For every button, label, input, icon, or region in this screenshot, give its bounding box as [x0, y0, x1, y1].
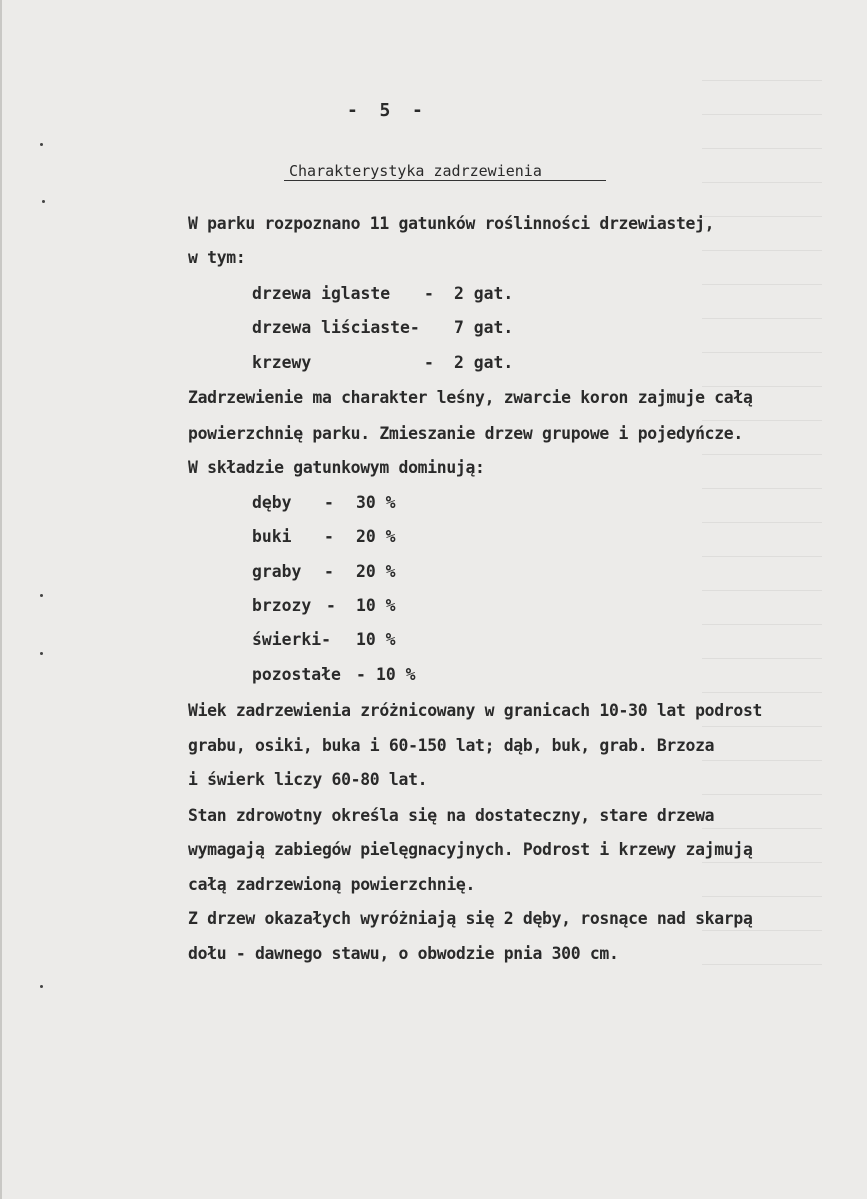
paragraph-line: i świerk liczy 60-80 lat.	[188, 770, 428, 789]
tree-type-value: 2 gat.	[454, 353, 514, 372]
species-label: buki	[252, 527, 292, 546]
tree-type-label: drzewa iglaste	[252, 284, 391, 303]
paragraph-line: Zadrzewienie ma charakter leśny, zwarcie koron zajmuje całą	[188, 388, 753, 407]
species-value: 10 %	[376, 665, 416, 684]
species-value: 20 %	[356, 562, 396, 581]
species-item	[252, 493, 452, 515]
tree-type-label: krzewy	[252, 353, 312, 372]
species-label: świerki-	[252, 630, 331, 649]
paragraph-line: Z drzew okazałych wyróżniają się 2 dęby, rosnące nad skarpą	[188, 909, 753, 928]
paragraph-line: Stan zdrowotny określa się na dostateczny, stare drzewa	[188, 806, 715, 825]
margin-punch-mark	[42, 200, 45, 203]
margin-punch-mark	[40, 594, 43, 597]
species-label: dęby	[252, 493, 292, 512]
species-dash: -	[324, 493, 334, 512]
tree-type-label: drzewa liściaste-	[252, 318, 420, 337]
paragraph-line: grabu, osiki, buka i 60-150 lat; dąb, buk, grab. Brzoza	[188, 736, 715, 755]
tree-type-item	[252, 284, 552, 306]
species-item	[252, 596, 452, 618]
species-dash: -	[324, 562, 334, 581]
species-item	[252, 562, 452, 584]
species-value: 30 %	[356, 493, 396, 512]
tree-type-item	[252, 353, 552, 375]
intro-line: W parku rozpoznano 11 gatunków roślinności drzewiastej,	[188, 214, 715, 233]
paragraph-line: całą zadrzewioną powierzchnię.	[188, 875, 476, 894]
paragraph-line: Wiek zadrzewienia zróżnicowany w granicach 10-30 lat podrost	[188, 701, 763, 720]
species-item	[252, 527, 452, 549]
species-item	[252, 665, 452, 687]
species-value: 10 %	[356, 596, 396, 615]
section-heading: Charakterystyka zadrzewienia	[289, 162, 542, 180]
paragraph-line: W składzie gatunkowym dominują:	[188, 458, 485, 477]
species-item	[252, 630, 452, 652]
species-label: pozostałe	[252, 665, 341, 684]
species-dash: -	[356, 665, 366, 684]
margin-punch-mark	[40, 652, 43, 655]
tree-type-value: 7 gat.	[454, 318, 514, 337]
margin-punch-mark	[40, 985, 43, 988]
paragraph-line: wymagają zabiegów pielęgnacyjnych. Podrost i krzewy zajmują	[188, 840, 753, 859]
species-dash: -	[324, 527, 334, 546]
tree-type-value: 2 gat.	[454, 284, 514, 303]
species-value: 10 %	[356, 630, 396, 649]
tree-type-dash: -	[424, 353, 434, 372]
species-label: graby	[252, 562, 302, 581]
intro-line: w tym:	[188, 248, 246, 267]
heading-underline	[284, 180, 606, 181]
species-value: 20 %	[356, 527, 396, 546]
paragraph-line: powierzchnię parku. Zmieszanie drzew grupowe i pojedyńcze.	[188, 424, 743, 443]
page-number: - 5 -	[347, 100, 423, 121]
species-dash: -	[326, 596, 336, 615]
margin-punch-mark	[40, 143, 43, 146]
paragraph-line: dołu - dawnego stawu, o obwodzie pnia 300 cm.	[188, 944, 619, 963]
tree-type-dash: -	[424, 284, 434, 303]
species-label: brzozy	[252, 596, 312, 615]
tree-type-item	[252, 318, 552, 340]
